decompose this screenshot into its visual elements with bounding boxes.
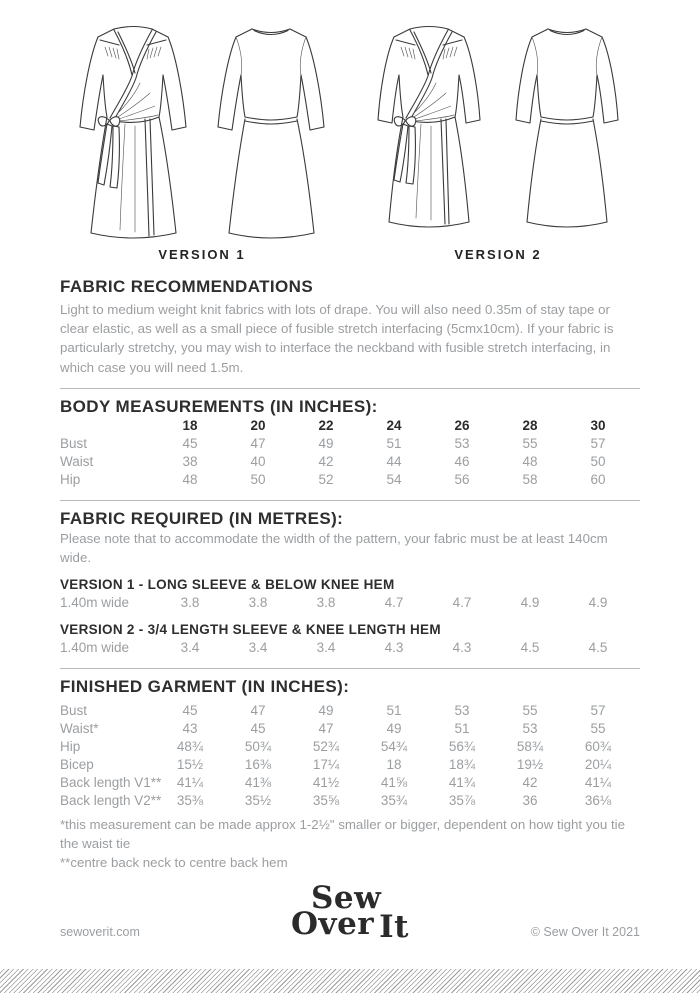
cell: 40 bbox=[250, 453, 266, 469]
cell: 35⅜ bbox=[176, 792, 204, 808]
cell: 56 bbox=[454, 471, 470, 487]
cell: 42 bbox=[318, 453, 334, 469]
size-header: 18 bbox=[182, 417, 198, 433]
cell: 53 bbox=[454, 702, 470, 718]
cell: 38 bbox=[182, 453, 198, 469]
section-divider bbox=[60, 388, 640, 389]
cell: 41¾ bbox=[448, 774, 476, 790]
footnotes bbox=[60, 815, 640, 872]
version1-label: VERSION 1 bbox=[158, 247, 246, 262]
cell: 55 bbox=[522, 435, 538, 451]
row-label: Back length V2** bbox=[60, 792, 162, 808]
row-label: Bicep bbox=[60, 756, 94, 772]
cell: 57 bbox=[590, 702, 606, 718]
size-header: 30 bbox=[590, 417, 606, 433]
table-row-hip bbox=[60, 471, 640, 489]
cell: 55 bbox=[590, 720, 606, 736]
cell: 15½ bbox=[176, 756, 204, 772]
footnote-waist: *this measurement can be made approx 1-2½" smaller or bigger, dependent on how tight you tie the waist tie bbox=[60, 816, 626, 851]
cell: 51 bbox=[386, 702, 402, 718]
row-label: Hip bbox=[60, 738, 81, 754]
copyright-text: © Sew Over It 2021 bbox=[530, 925, 640, 939]
cell: 47 bbox=[250, 702, 266, 718]
finished-garment-table bbox=[60, 702, 640, 810]
website-link[interactable]: sewoverit.com bbox=[60, 925, 140, 939]
row-label: Waist bbox=[60, 453, 94, 469]
cell: 44 bbox=[386, 453, 402, 469]
content-column bbox=[60, 277, 640, 945]
cell: 4.9 bbox=[588, 594, 608, 610]
cell: 50 bbox=[250, 471, 266, 487]
cell: 35⅞ bbox=[448, 792, 476, 808]
body-measurements-heading: BODY MEASUREMENTS (IN INCHES): bbox=[60, 396, 378, 416]
cell: 4.9 bbox=[520, 594, 540, 610]
size-header: 22 bbox=[318, 417, 334, 433]
sew-over-it-logo bbox=[291, 879, 409, 945]
row-label: Hip bbox=[60, 471, 81, 487]
version1-front-illustration bbox=[67, 20, 199, 244]
fabric-required-note: Please note that to accommodate the width of the pattern, your fabric must be at least 140cm wide. bbox=[60, 530, 608, 565]
cell: 3.4 bbox=[180, 639, 200, 655]
cell: 35⅝ bbox=[312, 792, 340, 808]
version1-back-illustration bbox=[205, 20, 337, 244]
table-row-fg-bust bbox=[60, 702, 640, 720]
table-row-fg-backlength-v1 bbox=[60, 774, 640, 792]
size-header-row bbox=[60, 417, 640, 435]
cell: 43 bbox=[182, 720, 198, 736]
table-row-fg-bicep bbox=[60, 756, 640, 774]
cell: 4.5 bbox=[520, 639, 540, 655]
row-label: 1.40m wide bbox=[60, 639, 130, 655]
cell: 52¾ bbox=[312, 738, 340, 754]
cell: 4.7 bbox=[384, 594, 404, 610]
cell: 35¾ bbox=[380, 792, 408, 808]
cell: 4.5 bbox=[588, 639, 608, 655]
version2-fabric-title: VERSION 2 - 3/4 LENGTH SLEEVE & KNEE LENGTH HEM bbox=[60, 621, 441, 637]
cell: 56¾ bbox=[448, 738, 476, 754]
size-header: 28 bbox=[522, 417, 538, 433]
illustrations-row bbox=[0, 0, 700, 262]
cell: 18 bbox=[386, 756, 402, 772]
fabric-required-heading: FABRIC REQUIRED (IN METRES): bbox=[60, 508, 344, 528]
version2-group bbox=[363, 20, 633, 262]
cell: 4.7 bbox=[452, 594, 472, 610]
cell: 53 bbox=[522, 720, 538, 736]
cell: 58¾ bbox=[516, 738, 544, 754]
cell: 45 bbox=[182, 435, 198, 451]
cell: 3.8 bbox=[180, 594, 200, 610]
row-label: 1.40m wide bbox=[60, 594, 130, 610]
cell: 4.3 bbox=[452, 639, 472, 655]
cell: 47 bbox=[318, 720, 334, 736]
cell: 49 bbox=[318, 435, 334, 451]
table-row-bust bbox=[60, 435, 640, 453]
cell: 20¼ bbox=[584, 756, 612, 772]
cell: 53 bbox=[454, 435, 470, 451]
cell: 3.4 bbox=[316, 639, 336, 655]
cell: 51 bbox=[454, 720, 470, 736]
row-label: Back length V1** bbox=[60, 774, 162, 790]
cell: 42 bbox=[522, 774, 538, 790]
diagonal-stripe-band bbox=[0, 969, 700, 993]
section-divider bbox=[60, 668, 640, 669]
cell: 50¾ bbox=[244, 738, 272, 754]
row-label: Waist* bbox=[60, 720, 99, 736]
version1-group bbox=[67, 20, 337, 262]
cell: 60 bbox=[590, 471, 606, 487]
cell: 36 bbox=[522, 792, 538, 808]
cell: 58 bbox=[522, 471, 538, 487]
cell: 45 bbox=[250, 720, 266, 736]
cell: 48 bbox=[182, 471, 198, 487]
cell: 49 bbox=[386, 720, 402, 736]
empty-cell bbox=[60, 417, 156, 435]
cell: 41⅜ bbox=[244, 774, 272, 790]
cell: 3.4 bbox=[248, 639, 268, 655]
version2-figures bbox=[363, 20, 633, 244]
cell: 49 bbox=[318, 702, 334, 718]
logo-word-sew: Sew bbox=[311, 879, 382, 916]
version2-label: VERSION 2 bbox=[454, 247, 542, 262]
version1-fabric-title: VERSION 1 - LONG SLEEVE & BELOW KNEE HEM bbox=[60, 576, 395, 592]
cell: 16⅜ bbox=[244, 756, 272, 772]
cell: 57 bbox=[590, 435, 606, 451]
table-row-fg-backlength-v2 bbox=[60, 792, 640, 810]
cell: 35½ bbox=[244, 792, 272, 808]
finished-garment-heading: FINISHED GARMENT (IN INCHES): bbox=[60, 676, 350, 696]
cell: 48¾ bbox=[176, 738, 204, 754]
cell: 45 bbox=[182, 702, 198, 718]
row-label: Bust bbox=[60, 702, 88, 718]
table-row-fg-hip bbox=[60, 738, 640, 756]
cell: 55 bbox=[522, 702, 538, 718]
cell: 18¾ bbox=[448, 756, 476, 772]
section-divider bbox=[60, 500, 640, 501]
cell: 60¾ bbox=[584, 738, 612, 754]
size-header: 24 bbox=[386, 417, 402, 433]
version1-figures bbox=[67, 20, 337, 244]
cell: 4.3 bbox=[384, 639, 404, 655]
version2-front-illustration bbox=[363, 20, 495, 244]
cell: 41¼ bbox=[584, 774, 612, 790]
row-label: Bust bbox=[60, 435, 88, 451]
version2-back-illustration bbox=[501, 20, 633, 244]
size-header: 20 bbox=[250, 417, 266, 433]
logo-word-over-it bbox=[291, 905, 409, 945]
cell: 50 bbox=[590, 453, 606, 469]
table-row-version1-fabric bbox=[60, 594, 640, 612]
cell: 3.8 bbox=[248, 594, 268, 610]
cell: 41⅝ bbox=[380, 774, 408, 790]
fabric-recommendations-text: Light to medium weight knit fabrics with lots of drape. You will also need 0.35m of stay tape or clear elastic, as well as a small piece of fusible stretch interfacing (5cmx10cm). If your fabric is particularly stretchy, you may wish to interface the neckband with fusible stretch interfacing, in which case you will need 1.5m. bbox=[60, 302, 614, 375]
cell: 19½ bbox=[516, 756, 544, 772]
table-row-fg-waist bbox=[60, 720, 640, 738]
cell: 17¼ bbox=[312, 756, 340, 772]
table-row-version2-fabric bbox=[60, 639, 640, 657]
cell: 54¾ bbox=[380, 738, 408, 754]
table-row-waist bbox=[60, 453, 640, 471]
logo-word-it: It bbox=[379, 908, 409, 945]
cell: 46 bbox=[454, 453, 470, 469]
cell: 51 bbox=[386, 435, 402, 451]
footnote-back-length: **centre back neck to centre back hem bbox=[60, 854, 288, 870]
fabric-recommendations-heading: FABRIC RECOMMENDATIONS bbox=[60, 277, 314, 296]
cell: 54 bbox=[386, 471, 402, 487]
size-header: 26 bbox=[454, 417, 470, 433]
cell: 47 bbox=[250, 435, 266, 451]
cell: 3.8 bbox=[316, 594, 336, 610]
logo-word-over: Over bbox=[291, 905, 375, 942]
cell: 48 bbox=[522, 453, 538, 469]
cell: 41¼ bbox=[176, 774, 204, 790]
cell: 36⅛ bbox=[584, 792, 612, 808]
cell: 52 bbox=[318, 471, 334, 487]
cell: 41½ bbox=[312, 774, 340, 790]
